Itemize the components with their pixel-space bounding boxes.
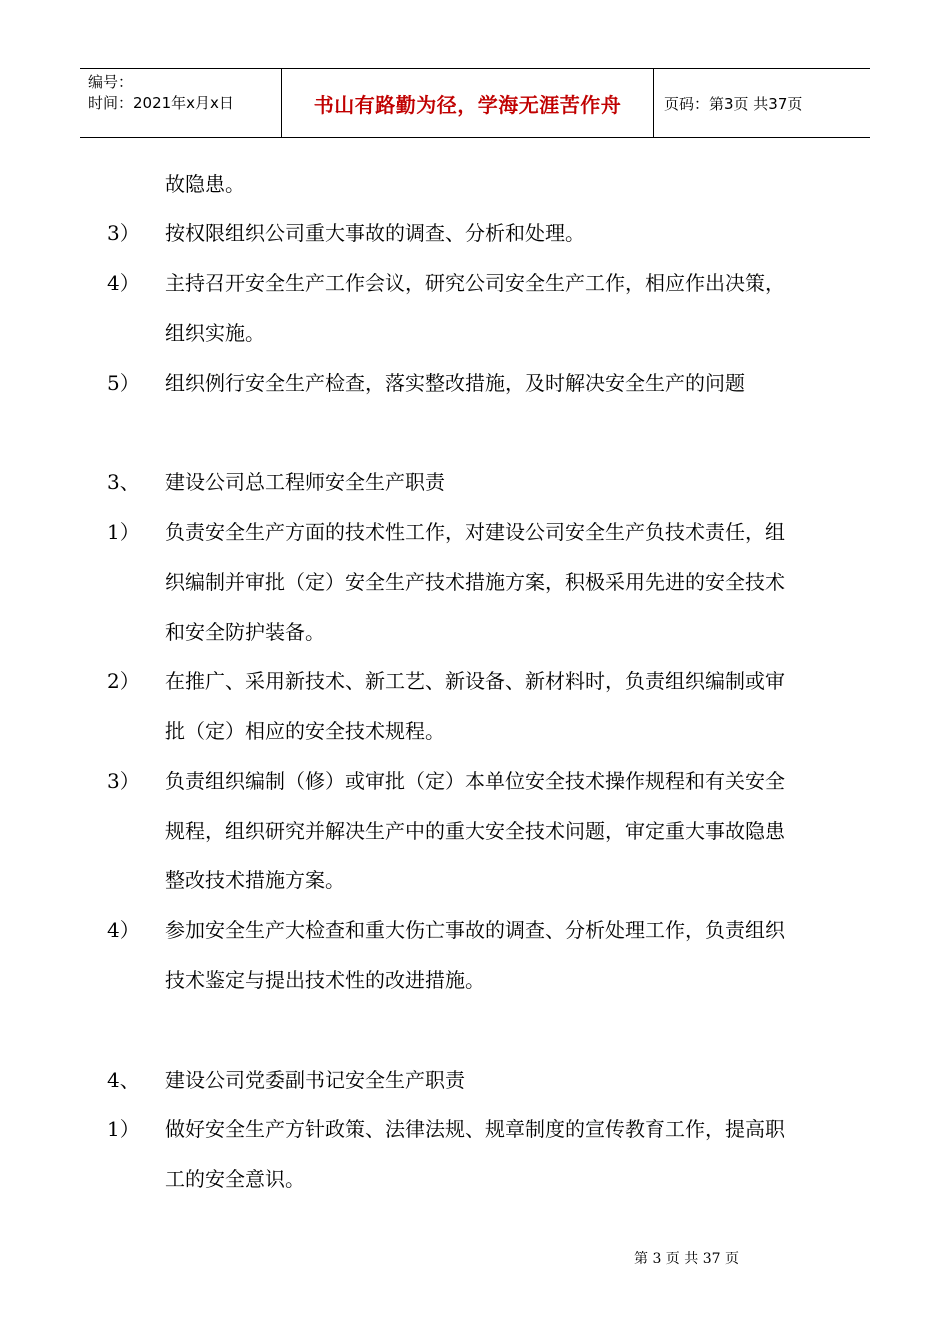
section-title: 建设公司党委副书记安全生产职责 xyxy=(165,1068,465,1092)
line-7: 织编制并审批（定）安全生产技术措施方案，积极采用先进的安全技术 xyxy=(165,570,785,594)
line-4: 组织例行安全生产检查，落实整改措施，及时解决安全生产的问题 xyxy=(165,371,745,395)
time-label: 时间：2021年x月x日 xyxy=(88,94,234,112)
line-13: 整改技术措施方案。 xyxy=(165,868,345,892)
section-number: 4、 xyxy=(107,1068,140,1092)
line-18: 工的安全意识。 xyxy=(165,1167,305,1191)
item-number: 5） xyxy=(107,371,140,395)
line-11: 负责组织编制（修）或审批（定）本单位安全技术操作规程和有关安全 xyxy=(165,769,785,793)
line-12: 规程，组织研究并解决生产中的重大安全技术问题，审定重大事故隐患 xyxy=(165,819,785,843)
header-meta xyxy=(80,69,282,137)
line-1: 按权限组织公司重大事故的调查、分析和处理。 xyxy=(165,221,585,245)
item-number: 4） xyxy=(107,918,140,942)
line-10: 批（定）相应的安全技术规程。 xyxy=(165,719,445,743)
item-number: 1） xyxy=(107,1117,140,1141)
item-number: 2） xyxy=(107,669,140,693)
item-number: 3） xyxy=(107,769,140,793)
line-17: 做好安全生产方针政策、法律法规、规章制度的宣传教育工作，提高职 xyxy=(165,1117,785,1141)
line-3: 组织实施。 xyxy=(165,321,265,345)
line-6: 负责安全生产方面的技术性工作，对建设公司安全生产负技术责任，组 xyxy=(165,520,785,544)
footer-page-number: 第 3 页 共 37 页 xyxy=(634,1251,739,1267)
line-8: 和安全防护装备。 xyxy=(165,620,325,644)
line-9: 在推广、采用新技术、新工艺、新设备、新材料时，负责组织编制或审 xyxy=(165,669,785,693)
item-number: 1） xyxy=(107,520,140,544)
page-header xyxy=(80,68,870,138)
section-title: 建设公司总工程师安全生产职责 xyxy=(165,470,445,494)
item-number: 4） xyxy=(107,271,140,295)
line-14: 参加安全生产大检查和重大伤亡事故的调查、分析处理工作，负责组织 xyxy=(165,918,785,942)
line-2: 主持召开安全生产工作会议，研究公司安全生产工作，相应作出决策， xyxy=(165,271,785,295)
line-15: 技术鉴定与提出技术性的改进措施。 xyxy=(165,968,485,992)
number-label: 编号： xyxy=(88,73,134,91)
header-motto: 书山有路勤为径，学海无涯苦作舟 xyxy=(282,69,654,137)
item-number: 3） xyxy=(107,221,140,245)
section-number: 3、 xyxy=(107,470,140,494)
header-page-label: 页码：第3页 共37页 xyxy=(664,94,803,113)
line-0: 故隐患。 xyxy=(165,172,245,196)
